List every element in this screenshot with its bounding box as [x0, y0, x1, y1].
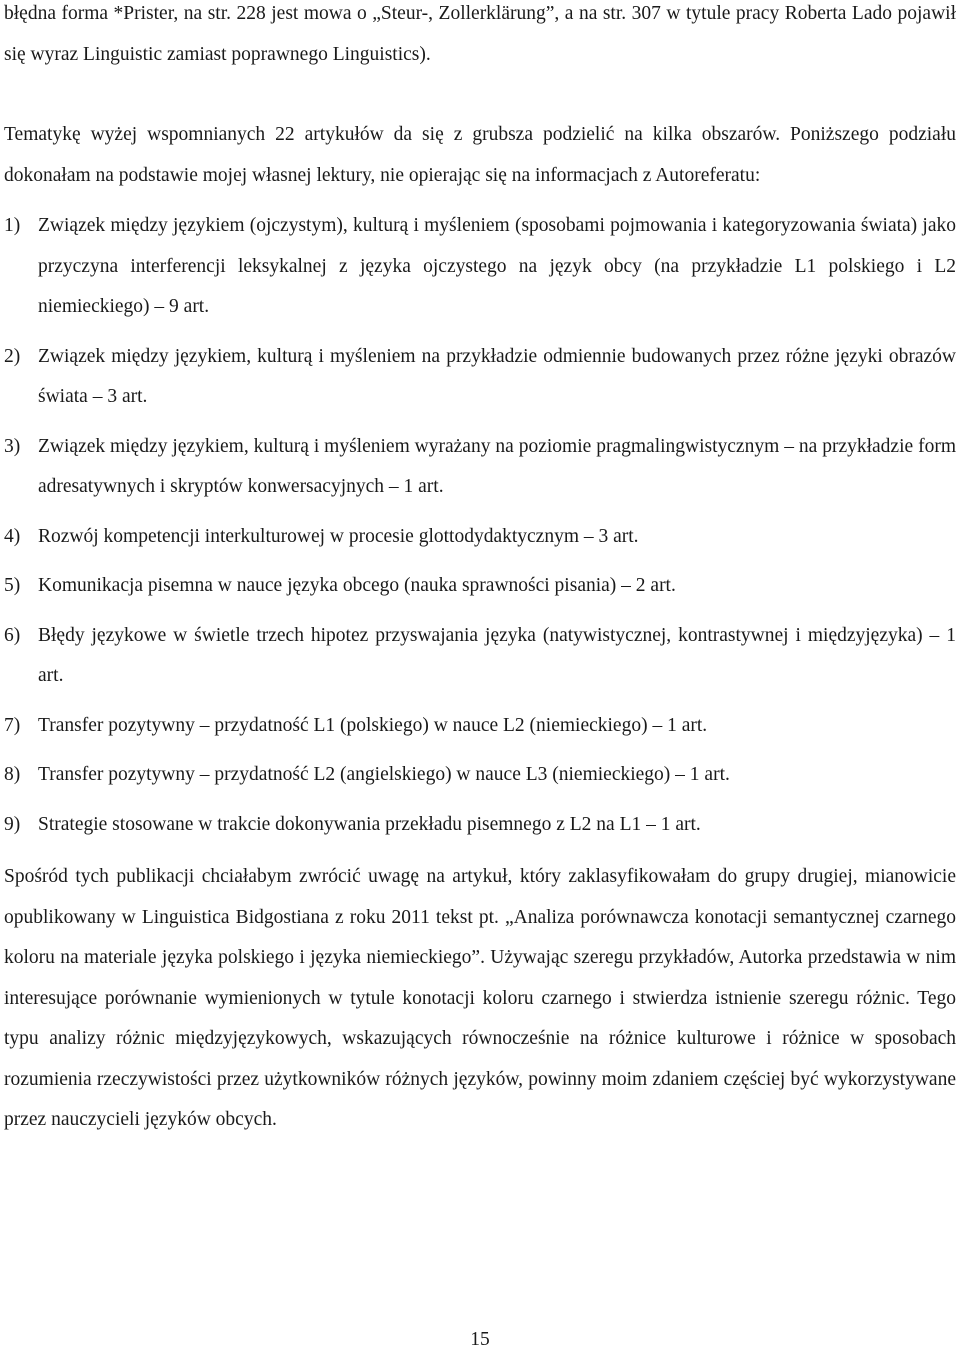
topic-list	[4, 206, 956, 845]
list-item-number: 1)	[4, 215, 21, 236]
closing-paragraph: Spośród tych publikacji chciałabym zwrócić uwagę na artykuł, który zaklasyfikowałam do grupy drugiej, mianowicie opublikowany w Linguistica Bidgostiana z roku 2011 tekst pt. „Analiza porównawcza konotacji semantycznej czarnego koloru na materiale języka polskiego i języka niemieckiego”. Używając szeregu przykładów, Autorka przedstawia w nim interesujące porównanie wymienionych w tytule konotacji koloru czarnego i stwierdza istnienie szeregu różnic. Tego typu analizy różnic międzyjęzykowych, wskazujących równocześnie na różnice kulturowe i różnice w sposobach rozumienia rzeczywistości przez użytkowników różnych języków, powinny moim zdaniem częściej być wykorzystywane przez nauczycieli języków obcych.	[4, 866, 956, 1130]
list-item	[4, 616, 956, 697]
list-item-number: 2)	[4, 345, 21, 367]
list-item-text: Strategie stosowane w trakcie dokonywania przekładu pisemnego z L2 na L1 – 1 art.	[38, 813, 701, 835]
list-item	[4, 755, 956, 796]
list-item-text: Błędy językowe w świetle trzech hipotez przyswajania języka (natywistycznej, kontrastywnej i międzyjęzyka) – 1 art.	[38, 624, 956, 686]
list-item-number: 5)	[4, 575, 21, 596]
list-item	[4, 337, 956, 418]
topics-intro-paragraph: Tematykę wyżej wspomnianych 22 artykułów da się z grubsza podzielić na kilka obszarów. Poniższego podziału dokonałam na podstawie mojej własnej lektury, nie opierając się na informacjach z Autoreferatu:	[4, 124, 956, 186]
list-item	[4, 805, 956, 846]
list-item-text: Rozwój kompetencji interkulturowej w procesie glottodydaktycznym – 3 art.	[38, 525, 639, 547]
list-item	[4, 427, 956, 508]
list-item-text: Związek między językiem (ojczystym), kulturą i myśleniem (sposobami pojmowania i kategoryzowania świata) jako przyczyna interferencji leksykalnej z języka ojczystego na język obcy (na przykładzie L1 polskiego i L2 niemieckiego) – 9 art.	[38, 215, 956, 317]
list-item-number: 3)	[4, 435, 21, 457]
list-item-number: 8)	[4, 764, 21, 785]
list-item-number: 6)	[4, 624, 21, 646]
list-item-number: 7)	[4, 714, 21, 736]
opening-paragraph: błędna forma *Prister, na str. 228 jest mowa o „Steur-, Zollerklärung”, a na str. 307 w tytule pracy Roberta Lado pojawił się wyraz Linguistic zamiast poprawnego Linguistics).	[4, 3, 956, 65]
list-item	[4, 517, 956, 558]
list-item-text: Transfer pozytywny – przydatność L1 (polskiego) w nauce L2 (niemieckiego) – 1 art.	[38, 714, 708, 736]
list-item-text: Związek między językiem, kulturą i myśleniem wyrażany na poziomie pragmalingwistycznym – na przykładzie form adresatywnych i skryptów konwersacyjnych – 1 art.	[38, 435, 956, 497]
list-item-text: Związek między językiem, kulturą i myśleniem na przykładzie odmiennie budowanych przez różne języki obrazów świata – 3 art.	[38, 345, 956, 407]
list-item	[4, 706, 956, 747]
list-item-text: Komunikacja pisemna w nauce języka obcego (nauka sprawności pisania) – 2 art.	[38, 575, 676, 596]
list-item-text: Transfer pozytywny – przydatność L2 (angielskiego) w nauce L3 (niemieckiego) – 1 art.	[38, 764, 730, 785]
list-item-number: 9)	[4, 813, 21, 835]
document-page	[4, 0, 956, 1141]
list-item	[4, 566, 956, 607]
list-item	[4, 206, 956, 328]
page-number: 15	[470, 1329, 490, 1350]
list-item-number: 4)	[4, 525, 21, 547]
